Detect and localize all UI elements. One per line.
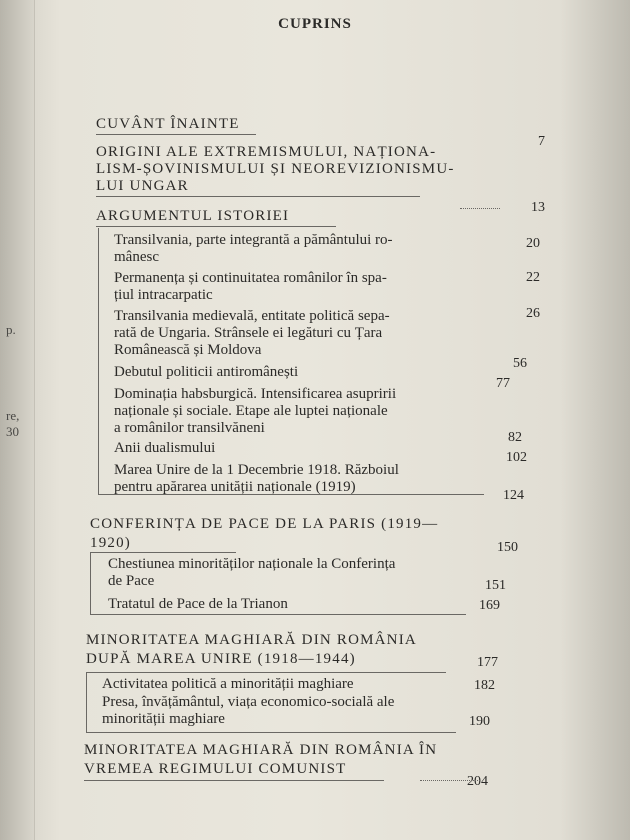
page-number: 22 bbox=[526, 270, 540, 285]
underline-rule bbox=[96, 196, 420, 197]
section-title: MINORITATEA MAGHIARĂ DIN ROMÂNIA DUPĂ MAREA UNIRE (1918—1944) bbox=[86, 632, 417, 667]
page-number: 124 bbox=[503, 488, 524, 503]
underline-rule bbox=[98, 494, 484, 495]
section-title: CONFERINȚA DE PACE DE LA PARIS (1919— 1920) bbox=[90, 516, 439, 551]
section-title: CUVÂNT ÎNAINTE bbox=[96, 116, 240, 132]
toc-item: Tratatul de Pace de la Trianon bbox=[108, 596, 288, 612]
section-bracket bbox=[86, 672, 87, 732]
edge-mark: 30 bbox=[6, 424, 19, 439]
page-number: 13 bbox=[531, 200, 545, 215]
page-number: 7 bbox=[538, 134, 545, 149]
section-bracket bbox=[90, 552, 91, 614]
previous-page-edge bbox=[0, 0, 35, 840]
edge-mark: p. bbox=[6, 322, 16, 337]
underline-rule bbox=[86, 672, 446, 673]
toc-item: Dominația habsburgică. Intensificarea asupririi naționale și sociale. Etape ale luptei naționale a românilor transilvăneni bbox=[114, 386, 397, 436]
page-number: 77 bbox=[496, 376, 510, 391]
page-title: CUPRINS bbox=[278, 16, 352, 32]
toc-item: Presa, învățământul, viața economico-socială ale minorității maghiare bbox=[102, 694, 395, 727]
toc-item: Activitatea politică a minorității maghiare bbox=[102, 676, 354, 692]
toc-item: Transilvania medievală, entitate politică sepa- rată de Ungaria. Strânsele ei legături cu Țara Românească și Moldova bbox=[114, 308, 390, 358]
page-number: 102 bbox=[506, 450, 527, 465]
page-number: 204 bbox=[467, 774, 488, 789]
toc-item: Permanența și continuitatea românilor în spa- țiul intracarpatic bbox=[114, 270, 387, 303]
underline-rule bbox=[96, 134, 256, 135]
dot-leader bbox=[460, 208, 500, 209]
edge-mark: re, bbox=[6, 408, 20, 423]
underline-rule bbox=[84, 780, 384, 781]
page-number: 56 bbox=[513, 356, 527, 371]
page-number: 182 bbox=[474, 678, 495, 693]
section-title: ORIGINI ALE EXTREMISMULUI, NAȚIONA- LISM-ȘOVINISMULUI ȘI NEOREVIZIONISMU- LUI UNGAR bbox=[96, 144, 455, 194]
page-number: 190 bbox=[469, 714, 490, 729]
toc-item: Debutul politicii antiromânești bbox=[114, 364, 299, 380]
section-bracket bbox=[98, 228, 99, 494]
toc-item: Chestiunea minorităților naționale la Conferința de Pace bbox=[108, 556, 396, 589]
underline-rule bbox=[86, 732, 456, 733]
page-number: 150 bbox=[497, 540, 518, 555]
page-number: 26 bbox=[526, 306, 540, 321]
page-number: 20 bbox=[526, 236, 540, 251]
underline-rule bbox=[90, 614, 466, 615]
toc-item: Marea Unire de la 1 Decembrie 1918. Războiul pentru apărarea unității naționale (1919) bbox=[114, 462, 399, 495]
underline-rule bbox=[96, 226, 336, 227]
page-number: 177 bbox=[477, 655, 498, 670]
page-number: 82 bbox=[508, 430, 522, 445]
page-number: 169 bbox=[479, 598, 500, 613]
section-title: ARGUMENTUL ISTORIEI bbox=[96, 208, 290, 224]
underline-rule bbox=[90, 552, 236, 553]
section-title: MINORITATEA MAGHIARĂ DIN ROMÂNIA ÎN VREMEA REGIMULUI COMUNIST bbox=[84, 742, 438, 777]
dot-leader bbox=[420, 780, 480, 781]
toc-item: Anii dualismului bbox=[114, 440, 216, 456]
page-number: 151 bbox=[485, 578, 506, 593]
toc-item: Transilvania, parte integrantă a pământului ro- mânesc bbox=[114, 232, 393, 265]
